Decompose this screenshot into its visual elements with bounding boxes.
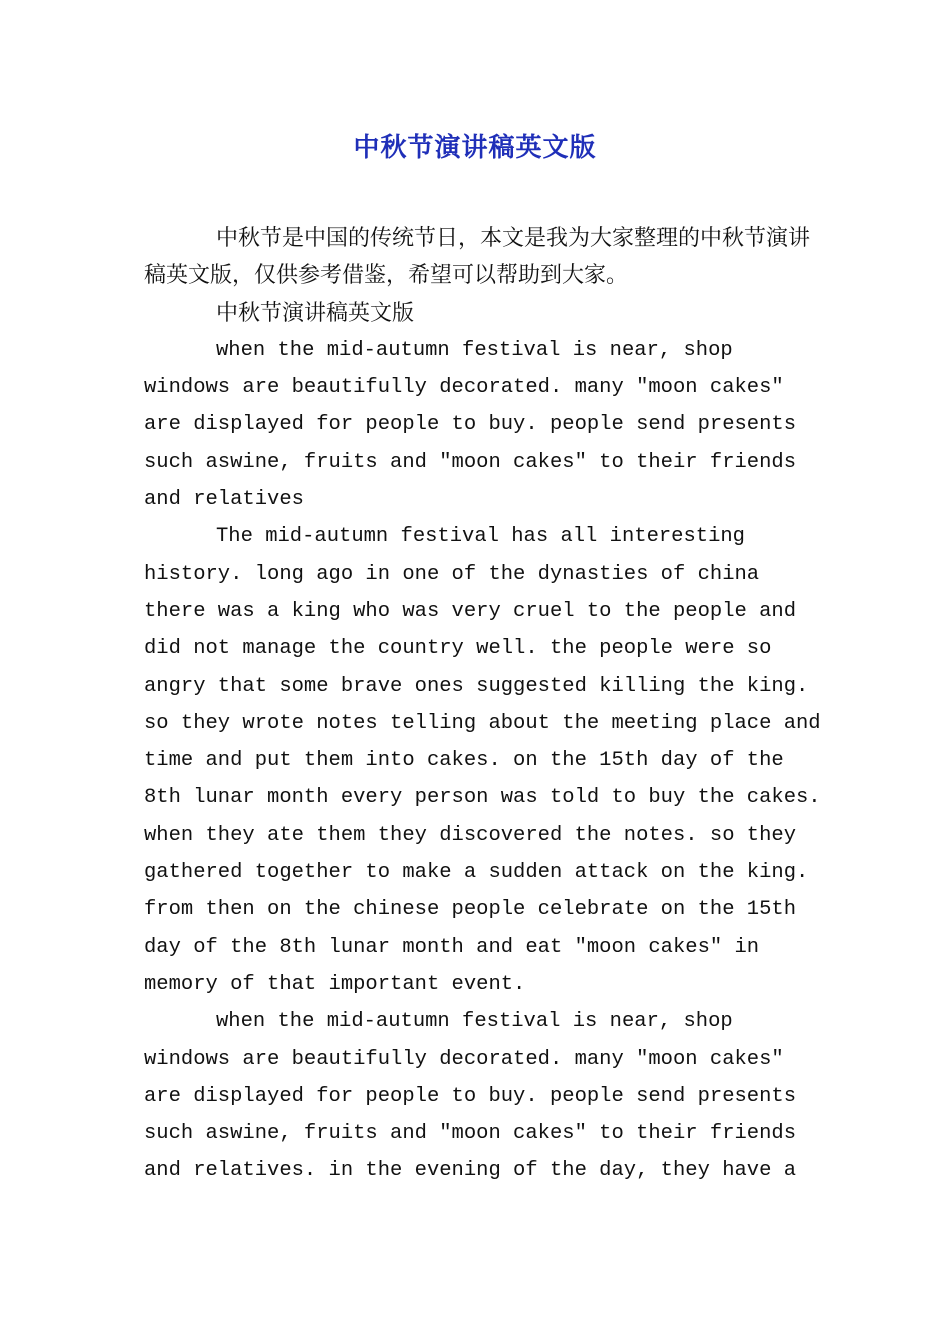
section-subtitle: 中秋节演讲稿英文版 [216, 300, 415, 326]
paragraph-line: windows are beautifully decorated. many "moon cakes" [144, 376, 784, 400]
paragraph-line: day of the 8th lunar month and eat "moon cakes" in [144, 935, 760, 959]
paragraph-line: such aswine, fruits and "moon cakes" to their friends [144, 450, 797, 474]
paragraph-line: so they wrote notes telling about the meeting place and [144, 711, 821, 735]
paragraph-line: and relatives [144, 488, 304, 512]
paragraph-line: when they ate them they discovered the notes. so they [144, 823, 797, 847]
paragraph-line: are displayed for people to buy. people send presents [144, 1084, 797, 1108]
page-title: 中秋节演讲稿英文版 [353, 133, 597, 163]
paragraph-line: windows are beautifully decorated. many "moon cakes" [144, 1047, 784, 1071]
document-body [144, 220, 819, 1190]
paragraph-line: 8th lunar month every person was told to buy the cakes. [144, 786, 821, 810]
paragraph-3 [144, 1003, 819, 1189]
paragraph-line: did not manage the country well. the people were so [144, 637, 772, 661]
paragraph-1 [144, 332, 819, 518]
paragraph-line: such aswine, fruits and "moon cakes" to their friends [144, 1122, 797, 1146]
paragraph-line: when the mid-autumn festival is near, shop [216, 338, 733, 362]
paragraph-2 [144, 518, 819, 1003]
paragraph-line: memory of that important event. [144, 972, 526, 996]
intro-paragraph: 中秋节是中国的传统节日，本文是我为大家整理的中秋节演讲稿英文版，仅供参考借鉴，希望可以帮助到大家。 [144, 226, 811, 289]
paragraph-line: there was a king who was very cruel to the people and [144, 599, 797, 623]
paragraph-line: history. long ago in one of the dynasties of china [144, 562, 760, 586]
paragraph-line: angry that some brave ones suggested killing the king. [144, 674, 809, 698]
paragraph-line: when the mid-autumn festival is near, shop [216, 1010, 733, 1034]
paragraph-line: are displayed for people to buy. people send presents [144, 413, 797, 437]
paragraph-line: and relatives. in the evening of the day, they have a [144, 1159, 797, 1183]
paragraph-line: gathered together to make a sudden attack on the king. [144, 861, 809, 885]
paragraph-line: time and put them into cakes. on the 15th day of the [144, 749, 784, 773]
paragraph-line: The mid-autumn festival has all interesting [216, 525, 745, 549]
paragraph-line: from then on the chinese people celebrate on the 15th [144, 898, 797, 922]
